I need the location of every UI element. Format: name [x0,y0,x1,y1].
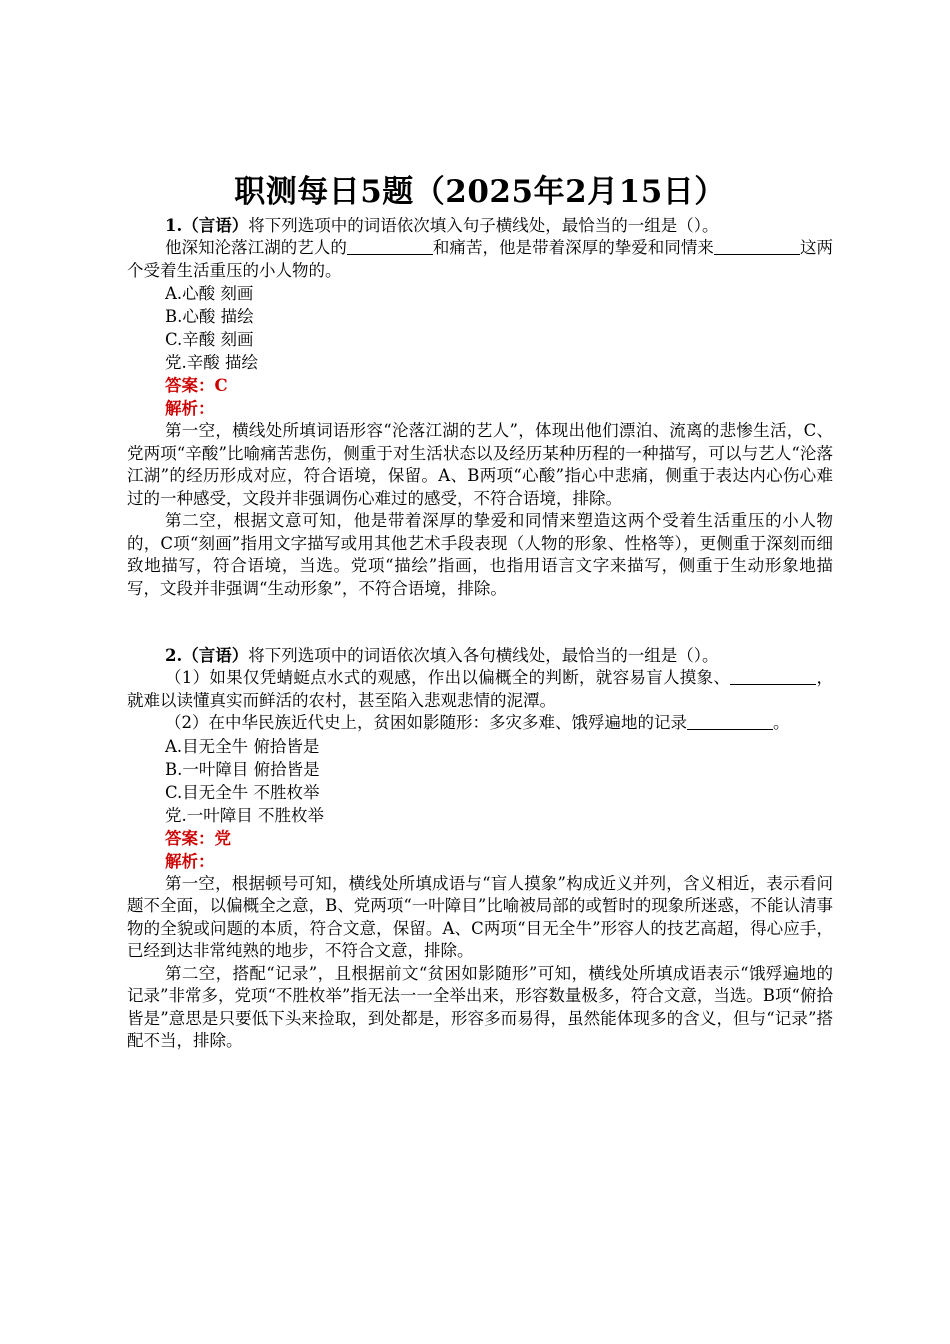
question-1-stem [127,237,833,282]
question-2-label: 2.（言语） [165,646,249,665]
document-page [127,170,833,1053]
option-a: A.目无全牛 俯拾皆是 [165,736,320,756]
q2-s2-part-a: （2）在中华民族近代史上，贫困如影随形：多灾多难、饿殍遍地的记录 [165,713,687,732]
option-c: C.目无全牛 不胜枚举 [165,782,320,802]
blank-line [714,237,800,255]
blank-line [347,237,433,255]
question-2-header [127,644,833,667]
option-b: B.心酸 描绘 [165,307,254,326]
analysis-paragraph: 第二空，根据文意可知，他是带着深厚的挚爱和同情来塑造这两个受着生活重压的小人物的，C项“刻画”指用文字描写或用其他艺术手段表现（人物的形象、性格等），更侧重于深刻而细致地描写，符合语境，当选。党项“描绘”指画，也指用语言文字来描写，侧重于生动形象地描写，文段并非强调“生动形象”，不符合语境，排除。 [127,511,833,598]
blank-line [730,667,816,685]
question-2 [127,644,833,1053]
blank-line [687,712,773,730]
analysis-paragraph: 第二空，搭配“记录”，且根据前文“贫困如影随形”可知，横线处所填成语表示“饿殍遍地的记录”非常多，党项“不胜枚举”指无法一一全举出来，形容数量极多，符合文意，当选。B项“俯拾皆是”意思是只要低下头来捡取，到处都是，形容多而易得，虽然能体现多的含义，但与“记录”搭配不当，排除。 [127,963,833,1050]
option-d: 党.一叶障目 不胜枚举 [165,805,324,825]
analysis-paragraph: 第一空，根据顿号可知，横线处所填成语与“盲人摸象”构成近义并列，含义相近，表示看问题不全面，以偏概全之意，B、党两项“一叶障目”比喻被局部的或暂时的现象所迷惑，不能认清事物的全貌或问题的本质，符合文意，保留。A、C两项“目无全牛”形容人的技艺高超，得心应手，已经到达非常纯熟的地步，不符合文意，排除。 [127,873,833,960]
question-1-label: 1.（言语） [165,216,249,235]
question-1-header [127,214,833,237]
question-2-sentence-1 [127,667,833,712]
analysis-label: 解析： [165,399,215,418]
question-1 [127,214,833,600]
answer-label: 答案：C [165,376,228,395]
option-c: C.辛酸 刻画 [165,330,254,349]
analysis-label: 解析： [165,851,215,871]
question-1-instruction: 将下列选项中的词语依次填入句子横线处，最恰当的一组是（）。 [248,216,719,235]
q2-s1-part-a: （1）如果仅凭蜻蜓点水式的观感，作出以偏概全的判断，就容易盲人摸象、 [165,668,731,687]
q1-stem-part-b: 和痛苦，他是带着深厚的挚爱和同情来 [432,238,714,257]
page-title: 职测每日5题（2025年2月15日） [234,174,726,210]
question-2-sentence-2 [127,712,833,735]
q2-s1-part-b: ，就难以读懂真实而鲜活的农村，甚至陷入悲观悲情的泥潭。 [127,668,834,710]
option-b: B.一叶障目 俯拾皆是 [165,759,320,779]
analysis-paragraph: 第一空，横线处所填词语形容“沦落江湖的艺人”，体现出他们漂泊、流离的悲惨生活，C、党两项“辛酸”比喻痛苦悲伤，侧重于对生活状态以及经历某种历程的一种描写，可以与艺人“沦落江湖”的经历形成对应，符合语境，保留。A、B两项“心酸”指心中悲痛，侧重于表达内心伤心难过的一种感受，文段并非强调伤心难过的感受，不符合语境，排除。 [127,421,833,508]
q1-stem-part-a: 他深知沦落江湖的艺人的 [165,238,347,257]
q1-stem-part-c: 这两个受着生活重压的小人物的。 [127,238,834,280]
section-spacer [127,600,833,644]
q2-s2-part-b: 。 [773,713,790,732]
question-2-instruction: 将下列选项中的词语依次填入各句横线处，最恰当的一组是（）。 [248,646,719,665]
answer-label: 答案：党 [165,828,231,848]
option-a: A.心酸 刻画 [165,284,254,303]
option-d: 党.辛酸 描绘 [165,353,258,372]
